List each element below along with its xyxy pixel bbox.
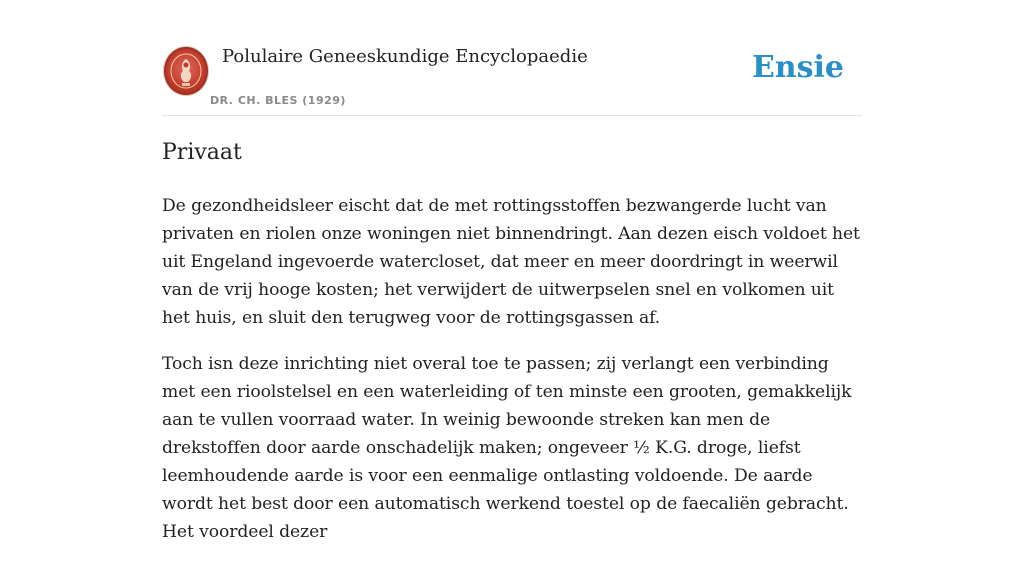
book-seal-icon[interactable] [164, 47, 208, 95]
site-title[interactable]: Polulaire Geneeskundige Encyclopaedie [222, 46, 588, 67]
page-title: Privaat [162, 140, 242, 165]
brand-logo[interactable]: Ensie [751, 50, 844, 85]
article-paragraph: De gezondheidsleer eischt dat de met rottingsstoffen bezwangerde lucht van privaten en riolen onze woningen niet binnendringt. Aan dezen eisch voldoet het uit Engeland ingevoerde watercloset, dat meer en meer doordringt in weerwil van de vrij hooge kosten; het verwijdert de uitwerpselen snel en volkomen uit het huis, en sluit den terugweg voor de rottingsgassen af. [162, 196, 860, 328]
article-paragraph: Toch isn deze inrichting niet overal toe te passen; zij verlangt een verbinding met een rioolstelsel en een waterleiding of ten minste een grooten, gemakkelijk aan te vullen voorraad water. In weinig bewoonde streken kan men de drekstoffen door aarde onschadelijk maken; ongeveer ½ K.G. droge, liefst leemhoudende aarde is voor een eenmalige ontlasting voldoende. De aarde wordt het best door een automatisch werkend toestel op de faecaliën gebracht. Het voordeel dezer [162, 354, 852, 542]
site-header [162, 44, 862, 116]
author-byline: DR. CH. BLES (1929) [210, 94, 346, 107]
article-body [162, 192, 862, 564]
